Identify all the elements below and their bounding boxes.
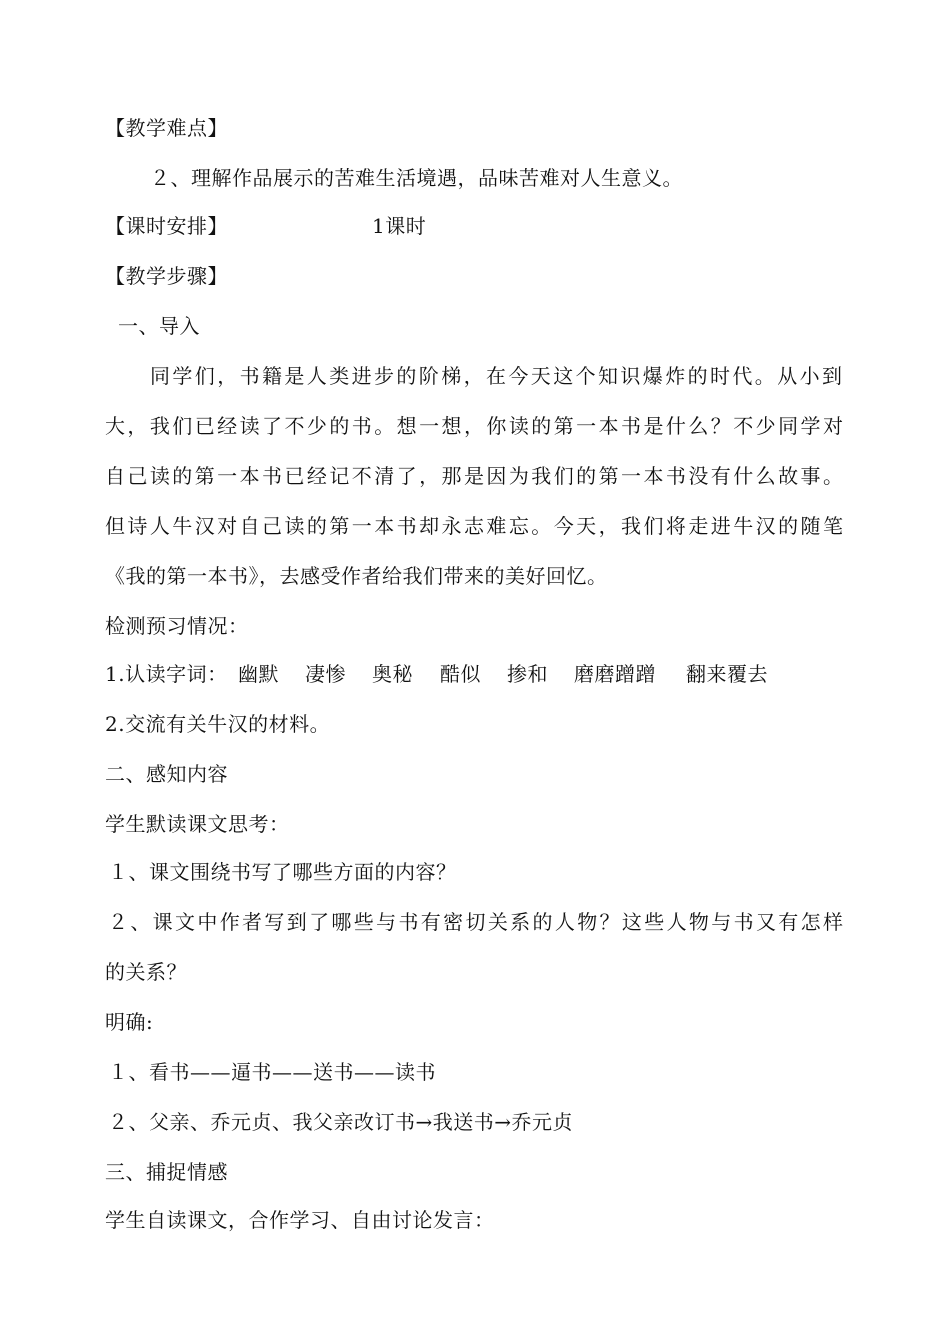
vocabulary-line	[105, 661, 228, 687]
section-title-introduction: 一、导入	[118, 314, 200, 338]
section-title-perceive-content: 二、感知内容	[105, 762, 228, 786]
vocab-word: 幽默	[238, 662, 279, 686]
vocab-word: 奥秘	[372, 662, 413, 686]
intro-paragraph-line: 但诗人牛汉对自己读的第一本书却永志难忘。今天，我们将走进牛汉的随笔	[105, 514, 843, 538]
question-2-line: ２、课文中作者写到了哪些与书有密切关系的人物？这些人物与书又有怎样	[108, 910, 843, 934]
vocab-word: 磨磨蹭蹭	[574, 662, 656, 686]
clarify-label: 明确:	[105, 1010, 154, 1034]
answer-1: １、看书——逼书——送书——读书	[108, 1060, 436, 1084]
class-schedule-value: 1课时	[372, 214, 427, 238]
intro-paragraph-line: 大，我们已经读了不少的书。想一想，你读的第一本书是什么？不少同学对	[105, 414, 843, 438]
intro-paragraph-line: 《我的第一本书》，去感受作者给我们带来的美好回忆。	[105, 564, 608, 588]
vocab-word: 凄惨	[305, 662, 346, 686]
vocab-word: 掺和	[507, 662, 548, 686]
vocab-word: 酷似	[440, 662, 481, 686]
preview-check-label: 检测预习情况：	[105, 614, 249, 638]
heading-teaching-steps: 【教学步骤】	[105, 264, 228, 288]
silent-reading-prompt: 学生默读课文思考：	[105, 812, 290, 836]
answer-2: ２、父亲、乔元贞、我父亲改订书→我送书→乔元贞	[108, 1110, 574, 1134]
question-1: １、课文围绕书写了哪些方面的内容？	[108, 860, 457, 884]
heading-teaching-difficulty: 【教学难点】	[105, 116, 228, 140]
difficulty-item: ２、理解作品展示的苦难生活境遇，品味苦难对人生意义。	[150, 166, 683, 190]
section-title-capture-emotion: 三、捕捉情感	[105, 1160, 228, 1184]
exchange-materials: 2.交流有关牛汉的材料。	[105, 712, 331, 736]
vocab-word: 翻来覆去	[686, 662, 768, 686]
self-study-prompt: 学生自读课文，合作学习、自由讨论发言：	[105, 1208, 495, 1232]
heading-class-schedule: 【课时安排】	[105, 214, 228, 238]
intro-paragraph-line: 同学们，书籍是人类进步的阶梯，在今天这个知识爆炸的时代。从小到	[150, 364, 842, 388]
intro-paragraph-line: 自己读的第一本书已经记不清了，那是因为我们的第一本书没有什么故事。	[105, 464, 843, 488]
question-2-line: 的关系？	[105, 960, 187, 984]
vocabulary-label: 1.认读字词：	[105, 662, 228, 686]
